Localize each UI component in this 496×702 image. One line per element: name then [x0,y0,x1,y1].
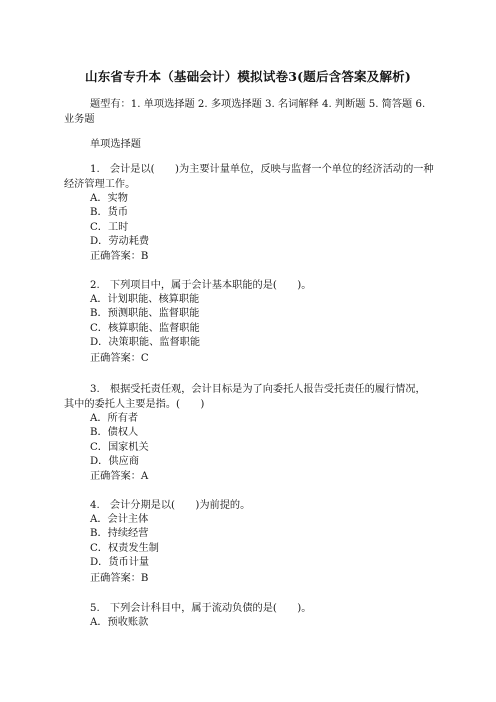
option-b: B．持续经营 [90,528,149,540]
option-c: C．国家机关 [90,441,149,453]
option-d: D．决策职能、监督职能 [90,336,201,348]
option-d: D．货币计量 [90,556,150,568]
section-heading: 单项选择题 [90,139,141,150]
option-d: D．劳动耗费 [90,235,150,247]
answer-block-1 [64,249,434,264]
option-list [64,513,434,570]
answer-block-2 [64,351,434,366]
option-c: C．工时 [90,221,129,233]
option-a: A．所有者 [90,413,139,424]
question-2 [64,278,434,350]
correct-answer: 正确答案：C [90,353,149,364]
question-1 [64,162,434,249]
question-stem: 2. 下列项目中，属于会计基本职能的是( )。 [90,280,312,291]
correct-answer: 正确答案：B [90,573,149,584]
option-c: C．权责发生制 [90,542,159,554]
question-stem: 5. 下列会计科目中，属于流动负债的是( )。 [90,603,312,614]
option-list [64,192,434,249]
answer-block-3 [64,469,434,484]
option-a: A．计划职能、核算职能 [90,294,200,305]
question-stem: 1. 会计是以( )为主要计量单位，反映与监督一个单位的经济活动的一种经济管理工作。 [64,164,434,190]
option-a: A．实物 [90,193,128,204]
option-a: A．会计主体 [90,514,149,525]
document-title: 山东省专升本（基础会计）模拟试卷3(题后含答案及解析) [85,69,411,84]
question-stem: 4. 会计分期是以( )为前提的。 [90,500,251,511]
option-b: B．预测职能、监督职能 [90,308,200,320]
option-d: D．供应商 [90,455,139,467]
question-types-line: 题型有：1. 单项选择题 2. 多项选择题 3. 名词解释 4. 判断题 5. 简答题 6. 业务题 [64,99,426,125]
correct-answer: 正确答案：A [90,471,149,482]
question-stem: 3. 根据受托责任观，会计目标是为了向委托人报告受托责任的履行情况，其中的委托人主要是指。( ) [64,384,426,410]
option-b: B．货币 [90,207,129,219]
question-3 [64,382,434,469]
answer-block-4 [64,571,434,586]
question-4 [64,498,434,570]
question-5 [64,601,434,630]
option-c: C．核算职能、监督职能 [90,322,200,334]
option-a: A．预收账款 [90,617,149,628]
option-b: B．债权人 [90,427,139,439]
option-list [64,616,434,630]
correct-answer: 正确答案：B [90,251,149,262]
option-list [64,412,434,469]
option-list [64,293,434,350]
